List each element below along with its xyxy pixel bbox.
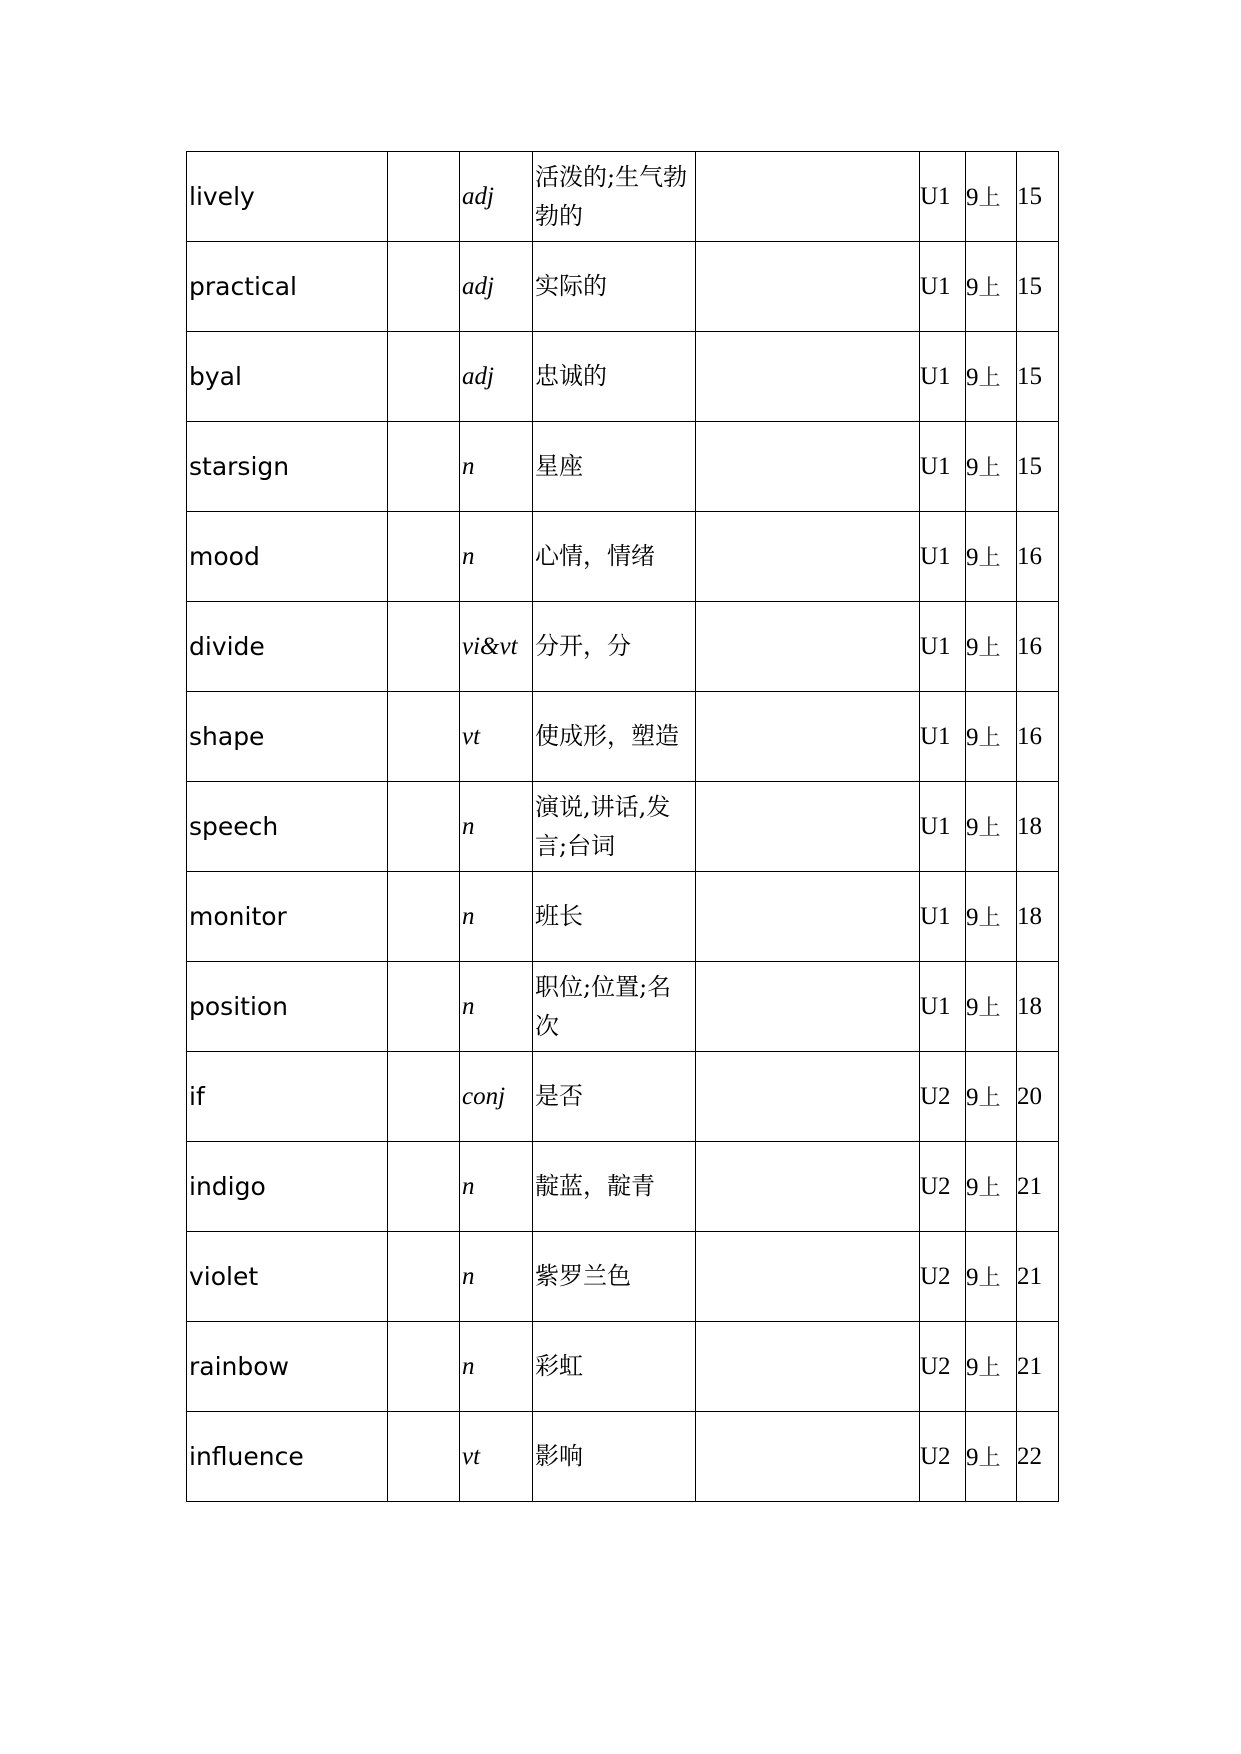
notes-cell <box>696 872 920 962</box>
table-row <box>187 782 1059 872</box>
blank-cell <box>388 1232 460 1322</box>
grade-cell <box>966 602 1017 692</box>
meaning-cell: 影响 <box>533 1412 696 1502</box>
page-cell: 16 <box>1017 602 1059 692</box>
word-cell: practical <box>187 242 388 332</box>
page-cell: 18 <box>1017 962 1059 1052</box>
part-of-speech-cell: adj <box>460 152 533 242</box>
part-of-speech-cell: conj <box>460 1052 533 1142</box>
grade-number: 9 <box>966 184 979 211</box>
part-of-speech-cell: n <box>460 872 533 962</box>
word-cell: speech <box>187 782 388 872</box>
meaning-cell: 使成形，塑造 <box>533 692 696 782</box>
blank-cell <box>388 242 460 332</box>
grade-cell <box>966 1052 1017 1142</box>
grade-term: 上 <box>978 1086 1001 1111</box>
grade-number: 9 <box>966 724 979 751</box>
grade-cell <box>966 1412 1017 1502</box>
blank-cell <box>388 332 460 422</box>
page-cell: 21 <box>1017 1142 1059 1232</box>
grade-cell <box>966 332 1017 422</box>
table-row <box>187 422 1059 512</box>
grade-cell <box>966 422 1017 512</box>
notes-cell <box>696 152 920 242</box>
notes-cell <box>696 602 920 692</box>
unit-cell: U1 <box>920 602 966 692</box>
vocabulary-table <box>186 151 1059 1502</box>
table-row <box>187 242 1059 332</box>
word-cell: influence <box>187 1412 388 1502</box>
page-cell: 20 <box>1017 1052 1059 1142</box>
grade-cell <box>966 962 1017 1052</box>
table-row <box>187 692 1059 782</box>
page-cell: 16 <box>1017 692 1059 782</box>
table-row <box>187 602 1059 692</box>
meaning-cell: 职位;位置;名次 <box>533 962 696 1052</box>
word-cell: rainbow <box>187 1322 388 1412</box>
grade-cell <box>966 512 1017 602</box>
blank-cell <box>388 512 460 602</box>
grade-number: 9 <box>966 1174 979 1201</box>
grade-term: 上 <box>978 906 1001 931</box>
part-of-speech-cell: adj <box>460 242 533 332</box>
grade-number: 9 <box>966 454 979 481</box>
unit-cell: U1 <box>920 152 966 242</box>
unit-cell: U2 <box>920 1052 966 1142</box>
grade-cell <box>966 782 1017 872</box>
word-cell: lively <box>187 152 388 242</box>
part-of-speech-cell: adj <box>460 332 533 422</box>
part-of-speech-cell: n <box>460 962 533 1052</box>
page-cell: 21 <box>1017 1322 1059 1412</box>
meaning-cell: 彩虹 <box>533 1322 696 1412</box>
grade-number: 9 <box>966 1354 979 1381</box>
grade-term: 上 <box>978 726 1001 751</box>
meaning-cell: 演说,讲话,发言;台词 <box>533 782 696 872</box>
word-cell: if <box>187 1052 388 1142</box>
unit-cell: U1 <box>920 872 966 962</box>
grade-cell <box>966 242 1017 332</box>
blank-cell <box>388 152 460 242</box>
blank-cell <box>388 692 460 782</box>
meaning-cell: 靛蓝，靛青 <box>533 1142 696 1232</box>
grade-cell <box>966 1142 1017 1232</box>
table-row <box>187 1142 1059 1232</box>
word-cell: byal <box>187 332 388 422</box>
unit-cell: U2 <box>920 1412 966 1502</box>
grade-term: 上 <box>978 996 1001 1021</box>
page-cell: 22 <box>1017 1412 1059 1502</box>
notes-cell <box>696 1232 920 1322</box>
grade-number: 9 <box>966 634 979 661</box>
unit-cell: U1 <box>920 692 966 782</box>
grade-term: 上 <box>978 1266 1001 1291</box>
part-of-speech-cell: n <box>460 782 533 872</box>
grade-number: 9 <box>966 1444 979 1471</box>
notes-cell <box>696 692 920 782</box>
grade-number: 9 <box>966 274 979 301</box>
blank-cell <box>388 1412 460 1502</box>
blank-cell <box>388 602 460 692</box>
notes-cell <box>696 422 920 512</box>
grade-term: 上 <box>978 1446 1001 1471</box>
unit-cell: U2 <box>920 1142 966 1232</box>
meaning-cell: 心情，情绪 <box>533 512 696 602</box>
grade-number: 9 <box>966 544 979 571</box>
meaning-cell: 活泼的;生气勃勃的 <box>533 152 696 242</box>
page-cell: 21 <box>1017 1232 1059 1322</box>
grade-cell <box>966 872 1017 962</box>
notes-cell <box>696 962 920 1052</box>
page-cell: 18 <box>1017 872 1059 962</box>
unit-cell: U1 <box>920 422 966 512</box>
meaning-cell: 是否 <box>533 1052 696 1142</box>
word-cell: indigo <box>187 1142 388 1232</box>
meaning-cell: 紫罗兰色 <box>533 1232 696 1322</box>
notes-cell <box>696 332 920 422</box>
vocabulary-table-body <box>187 152 1059 1502</box>
grade-cell <box>966 1232 1017 1322</box>
part-of-speech-cell: n <box>460 1232 533 1322</box>
notes-cell <box>696 1412 920 1502</box>
unit-cell: U1 <box>920 782 966 872</box>
word-cell: divide <box>187 602 388 692</box>
grade-term: 上 <box>978 276 1001 301</box>
part-of-speech-cell: n <box>460 1142 533 1232</box>
grade-number: 9 <box>966 364 979 391</box>
grade-term: 上 <box>978 186 1001 211</box>
table-row <box>187 152 1059 242</box>
table-row <box>187 1322 1059 1412</box>
word-cell: starsign <box>187 422 388 512</box>
notes-cell <box>696 782 920 872</box>
notes-cell <box>696 242 920 332</box>
word-cell: position <box>187 962 388 1052</box>
word-cell: shape <box>187 692 388 782</box>
grade-term: 上 <box>978 366 1001 391</box>
meaning-cell: 星座 <box>533 422 696 512</box>
table-row <box>187 1412 1059 1502</box>
word-cell: monitor <box>187 872 388 962</box>
part-of-speech-cell: vi&vt <box>460 602 533 692</box>
notes-cell <box>696 512 920 602</box>
meaning-cell: 忠诚的 <box>533 332 696 422</box>
word-cell: mood <box>187 512 388 602</box>
table-row <box>187 962 1059 1052</box>
notes-cell <box>696 1052 920 1142</box>
blank-cell <box>388 1322 460 1412</box>
table-row <box>187 1052 1059 1142</box>
unit-cell: U1 <box>920 962 966 1052</box>
unit-cell: U2 <box>920 1322 966 1412</box>
grade-term: 上 <box>978 456 1001 481</box>
grade-cell <box>966 692 1017 782</box>
notes-cell <box>696 1142 920 1232</box>
unit-cell: U1 <box>920 242 966 332</box>
grade-number: 9 <box>966 814 979 841</box>
page-cell: 15 <box>1017 242 1059 332</box>
page-cell: 16 <box>1017 512 1059 602</box>
blank-cell <box>388 782 460 872</box>
table-row <box>187 332 1059 422</box>
meaning-cell: 班长 <box>533 872 696 962</box>
grade-cell <box>966 152 1017 242</box>
meaning-cell: 实际的 <box>533 242 696 332</box>
page-cell: 18 <box>1017 782 1059 872</box>
blank-cell <box>388 1142 460 1232</box>
blank-cell <box>388 1052 460 1142</box>
grade-number: 9 <box>966 1084 979 1111</box>
grade-term: 上 <box>978 816 1001 841</box>
page-cell: 15 <box>1017 422 1059 512</box>
grade-number: 9 <box>966 1264 979 1291</box>
grade-number: 9 <box>966 904 979 931</box>
grade-term: 上 <box>978 636 1001 661</box>
table-row <box>187 872 1059 962</box>
grade-term: 上 <box>978 1176 1001 1201</box>
blank-cell <box>388 872 460 962</box>
unit-cell: U1 <box>920 332 966 422</box>
page-cell: 15 <box>1017 332 1059 422</box>
notes-cell <box>696 1322 920 1412</box>
meaning-cell: 分开，分 <box>533 602 696 692</box>
table-row <box>187 512 1059 602</box>
part-of-speech-cell: n <box>460 422 533 512</box>
page-cell: 15 <box>1017 152 1059 242</box>
grade-term: 上 <box>978 546 1001 571</box>
part-of-speech-cell: n <box>460 1322 533 1412</box>
grade-cell <box>966 1322 1017 1412</box>
grade-term: 上 <box>978 1356 1001 1381</box>
part-of-speech-cell: n <box>460 512 533 602</box>
part-of-speech-cell: vt <box>460 1412 533 1502</box>
blank-cell <box>388 422 460 512</box>
table-row <box>187 1232 1059 1322</box>
unit-cell: U1 <box>920 512 966 602</box>
part-of-speech-cell: vt <box>460 692 533 782</box>
unit-cell: U2 <box>920 1232 966 1322</box>
word-cell: violet <box>187 1232 388 1322</box>
grade-number: 9 <box>966 994 979 1021</box>
blank-cell <box>388 962 460 1052</box>
